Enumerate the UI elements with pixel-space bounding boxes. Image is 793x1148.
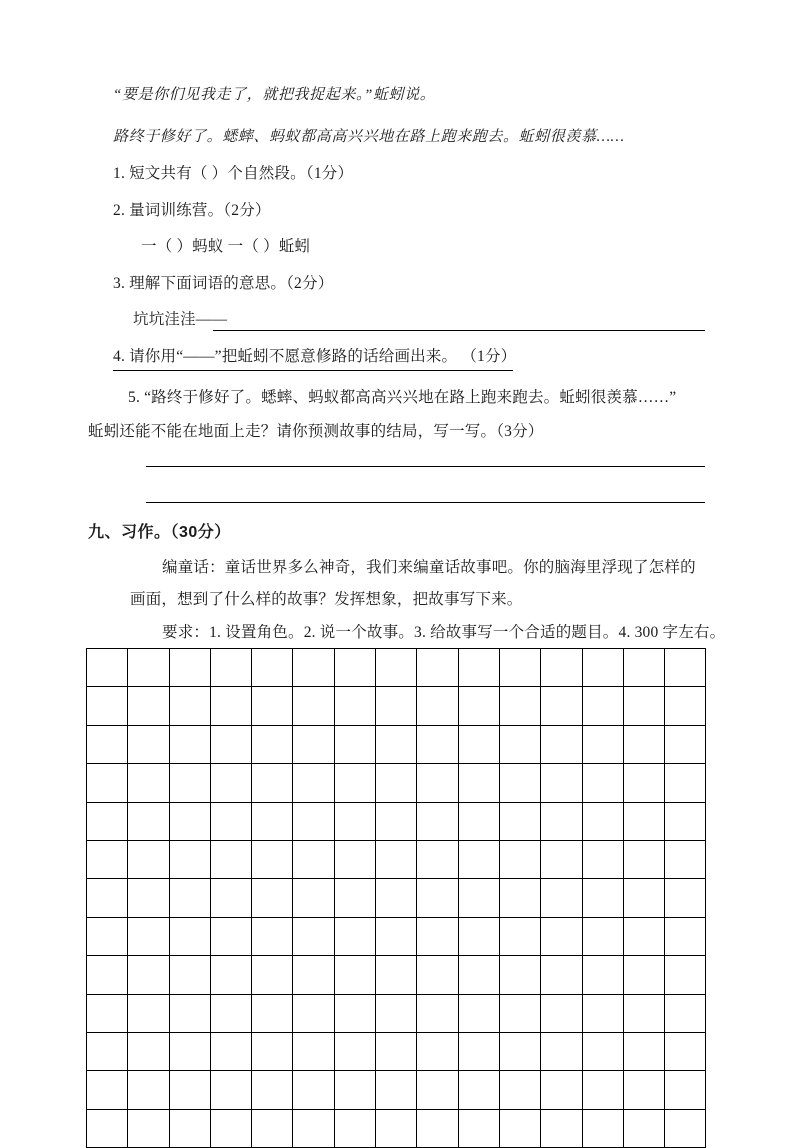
writing-grid-cell[interactable] (87, 918, 128, 956)
writing-grid-cell[interactable] (541, 879, 582, 917)
writing-grid-cell[interactable] (500, 918, 541, 956)
writing-grid-cell[interactable] (293, 649, 334, 687)
writing-grid-cell[interactable] (128, 1033, 169, 1071)
writing-grid-cell[interactable] (128, 879, 169, 917)
writing-grid-cell[interactable] (293, 687, 334, 725)
writing-grid-cell[interactable] (170, 726, 211, 764)
writing-grid-cell[interactable] (624, 726, 665, 764)
writing-grid-cell[interactable] (417, 764, 458, 802)
writing-grid-cell[interactable] (583, 956, 624, 994)
writing-grid-cell[interactable] (459, 726, 500, 764)
writing-grid-cell[interactable] (252, 803, 293, 841)
writing-grid-cell[interactable] (252, 879, 293, 917)
writing-grid-cell[interactable] (170, 841, 211, 879)
writing-grid-cell[interactable] (417, 1110, 458, 1148)
composition-prompt-line-2: 画面，想到了什么样的故事？发挥想象，把故事写下来。 (130, 591, 523, 608)
writing-grid-cell[interactable] (459, 841, 500, 879)
writing-grid-cell[interactable] (376, 726, 417, 764)
writing-grid-cell[interactable] (665, 687, 706, 725)
writing-grid-cell[interactable] (376, 1071, 417, 1109)
writing-grid-cell[interactable] (417, 918, 458, 956)
writing-grid-cell[interactable] (583, 764, 624, 802)
writing-grid-cell[interactable] (293, 1071, 334, 1109)
writing-grid-cell[interactable] (211, 1071, 252, 1109)
writing-grid-cell[interactable] (500, 764, 541, 802)
question-4-underline (113, 370, 513, 371)
writing-grid-cell[interactable] (624, 918, 665, 956)
writing-grid-cell[interactable] (128, 841, 169, 879)
writing-grid-cell[interactable] (459, 1071, 500, 1109)
writing-grid-cell[interactable] (87, 1033, 128, 1071)
writing-grid-cell[interactable] (541, 841, 582, 879)
writing-grid-cell[interactable] (417, 995, 458, 1033)
writing-grid-cell[interactable] (624, 1071, 665, 1109)
writing-grid-row (87, 918, 706, 956)
writing-grid-cell[interactable] (417, 841, 458, 879)
writing-grid-cell[interactable] (335, 726, 376, 764)
writing-grid-cell[interactable] (293, 1033, 334, 1071)
writing-grid-cell[interactable] (665, 956, 706, 994)
writing-grid-cell[interactable] (87, 1110, 128, 1148)
writing-grid-row (87, 879, 706, 917)
writing-grid-row (87, 1110, 706, 1148)
writing-grid-cell[interactable] (335, 687, 376, 725)
writing-grid-cell[interactable] (541, 726, 582, 764)
writing-grid-cell[interactable] (500, 726, 541, 764)
writing-grid-cell[interactable] (624, 841, 665, 879)
writing-grid-cell[interactable] (500, 803, 541, 841)
writing-grid-cell[interactable] (376, 841, 417, 879)
writing-grid-cell[interactable] (252, 1033, 293, 1071)
writing-grid-cell[interactable] (335, 1033, 376, 1071)
writing-grid-cell[interactable] (128, 803, 169, 841)
writing-grid-cell[interactable] (459, 687, 500, 725)
writing-grid-cell[interactable] (335, 956, 376, 994)
writing-grid-cell[interactable] (665, 1071, 706, 1109)
writing-grid-cell[interactable] (170, 918, 211, 956)
writing-grid-cell[interactable] (500, 995, 541, 1033)
question-5-answer-rule-1[interactable] (146, 466, 705, 467)
writing-grid-cell[interactable] (624, 995, 665, 1033)
writing-grid-cell[interactable] (335, 764, 376, 802)
writing-grid-cell[interactable] (128, 726, 169, 764)
writing-grid-row (87, 726, 706, 764)
writing-grid-cell[interactable] (417, 726, 458, 764)
writing-grid-cell[interactable] (541, 956, 582, 994)
writing-grid-cell[interactable] (500, 1033, 541, 1071)
writing-grid-cell[interactable] (583, 1033, 624, 1071)
writing-grid-cell[interactable] (417, 1071, 458, 1109)
writing-grid-cell[interactable] (252, 649, 293, 687)
question-3: 3. 理解下面词语的意思。（2分） (113, 275, 334, 292)
question-2: 2. 量词训练营。（2分） (113, 202, 271, 219)
question-1: 1. 短文共有（ ）个自然段。（1分） (113, 165, 354, 182)
writing-grid-cell[interactable] (624, 1110, 665, 1148)
writing-grid-cell[interactable] (87, 803, 128, 841)
writing-grid-cell[interactable] (293, 841, 334, 879)
writing-grid-cell[interactable] (665, 1110, 706, 1148)
writing-grid-cell[interactable] (500, 687, 541, 725)
writing-grid-cell[interactable] (583, 1071, 624, 1109)
writing-grid-cell[interactable] (417, 1033, 458, 1071)
writing-grid-cell[interactable] (293, 918, 334, 956)
writing-grid-cell[interactable] (376, 956, 417, 994)
writing-grid-cell[interactable] (335, 649, 376, 687)
writing-grid-cell[interactable] (583, 995, 624, 1033)
writing-grid-row (87, 803, 706, 841)
writing-grid-cell[interactable] (170, 1071, 211, 1109)
writing-grid-cell[interactable] (583, 726, 624, 764)
writing-grid-cell[interactable] (417, 879, 458, 917)
writing-grid-cell[interactable] (541, 1071, 582, 1109)
writing-grid-cell[interactable] (252, 841, 293, 879)
writing-grid-cell[interactable] (376, 803, 417, 841)
writing-grid-cell[interactable] (665, 879, 706, 917)
writing-grid-cell[interactable] (624, 764, 665, 802)
writing-grid-cell[interactable] (665, 918, 706, 956)
writing-grid-cell[interactable] (128, 995, 169, 1033)
writing-grid-cell[interactable] (665, 841, 706, 879)
writing-grid-cell[interactable] (665, 649, 706, 687)
writing-grid-cell[interactable] (459, 1110, 500, 1148)
writing-grid-cell[interactable] (583, 649, 624, 687)
writing-grid-cell[interactable] (170, 764, 211, 802)
writing-grid-cell[interactable] (87, 726, 128, 764)
writing-grid-cell[interactable] (252, 726, 293, 764)
writing-grid-cell[interactable] (665, 764, 706, 802)
writing-grid-cell[interactable] (87, 687, 128, 725)
writing-grid-cell[interactable] (417, 649, 458, 687)
writing-grid-cell[interactable] (211, 649, 252, 687)
writing-grid-row (87, 995, 706, 1033)
writing-grid-cell[interactable] (87, 956, 128, 994)
writing-grid-cell[interactable] (211, 1033, 252, 1071)
writing-grid-cell[interactable] (293, 956, 334, 994)
writing-grid-cell[interactable] (335, 995, 376, 1033)
writing-grid-cell[interactable] (211, 918, 252, 956)
writing-grid-cell[interactable] (252, 687, 293, 725)
writing-grid-cell[interactable] (128, 956, 169, 994)
composition-writing-grid[interactable] (86, 648, 706, 1148)
writing-grid-cell[interactable] (459, 764, 500, 802)
writing-grid-cell[interactable] (211, 995, 252, 1033)
writing-grid-cell[interactable] (583, 879, 624, 917)
writing-grid-cell[interactable] (211, 687, 252, 725)
writing-grid-cell[interactable] (500, 1110, 541, 1148)
writing-grid-cell[interactable] (128, 1071, 169, 1109)
composition-section-heading: 九、习作。（30分） (88, 524, 231, 541)
writing-grid-cell[interactable] (293, 764, 334, 802)
writing-grid-row (87, 841, 706, 879)
writing-grid-cell[interactable] (87, 1071, 128, 1109)
writing-grid-cell[interactable] (541, 764, 582, 802)
writing-grid-cell[interactable] (376, 687, 417, 725)
writing-grid-cell[interactable] (583, 918, 624, 956)
question-5-line-1: 5. “路终于修好了。蟋蟀、蚂蚁都高高兴兴地在路上跑来跑去。蚯蚓很羡慕……” (128, 389, 677, 406)
writing-grid-cell[interactable] (376, 995, 417, 1033)
writing-grid-cell[interactable] (541, 1110, 582, 1148)
writing-grid-cell[interactable] (459, 649, 500, 687)
writing-grid-cell[interactable] (170, 995, 211, 1033)
writing-grid-cell[interactable] (128, 649, 169, 687)
writing-grid-cell[interactable] (500, 879, 541, 917)
composition-requirements: 要求：1. 设置角色。2. 说一个故事。3. 给故事写一个合适的题目。4. 300 字左右。 (162, 624, 726, 641)
writing-grid-cell[interactable] (541, 803, 582, 841)
writing-grid-cell[interactable] (335, 841, 376, 879)
writing-grid-cell[interactable] (335, 803, 376, 841)
writing-grid-cell[interactable] (170, 687, 211, 725)
writing-grid-cell[interactable] (128, 764, 169, 802)
writing-grid-cell[interactable] (583, 841, 624, 879)
writing-grid-cell[interactable] (87, 841, 128, 879)
writing-grid-cell[interactable] (252, 995, 293, 1033)
writing-grid-cell[interactable] (293, 879, 334, 917)
writing-grid-cell[interactable] (87, 879, 128, 917)
writing-grid-cell[interactable] (128, 687, 169, 725)
writing-grid-cell[interactable] (211, 726, 252, 764)
writing-grid-cell[interactable] (211, 841, 252, 879)
writing-grid-cell[interactable] (293, 995, 334, 1033)
writing-grid-cell[interactable] (211, 956, 252, 994)
question-3-answer-rule[interactable] (213, 330, 705, 331)
passage-line-2: 路终于修好了。蟋蟀、蚂蚁都高高兴兴地在路上跑来跑去。蚯蚓很羡慕…… (113, 129, 625, 145)
writing-grid-cell[interactable] (211, 1110, 252, 1148)
writing-grid-row (87, 956, 706, 994)
writing-grid-cell[interactable] (170, 1110, 211, 1148)
writing-grid-cell[interactable] (376, 1033, 417, 1071)
writing-grid-cell[interactable] (128, 918, 169, 956)
writing-grid-cell[interactable] (541, 1033, 582, 1071)
writing-grid-cell[interactable] (459, 803, 500, 841)
writing-grid-cell[interactable] (459, 995, 500, 1033)
writing-grid-cell[interactable] (170, 803, 211, 841)
writing-grid-cell[interactable] (624, 879, 665, 917)
writing-grid-cell[interactable] (624, 956, 665, 994)
question-2-blanks: 一（ ）蚂蚁 一（ ）蚯蚓 (141, 238, 311, 255)
writing-grid-cell[interactable] (459, 1033, 500, 1071)
writing-grid-cell[interactable] (583, 687, 624, 725)
writing-grid-cell[interactable] (417, 803, 458, 841)
question-4: 4. 请你用“——”把蚯蚓不愿意修路的话给画出来。 （1分） (113, 348, 517, 365)
writing-grid-cell[interactable] (376, 649, 417, 687)
writing-grid-cell[interactable] (459, 956, 500, 994)
writing-grid-cell[interactable] (335, 918, 376, 956)
writing-grid-cell[interactable] (170, 956, 211, 994)
writing-grid-cell[interactable] (170, 1033, 211, 1071)
writing-grid-cell[interactable] (665, 803, 706, 841)
writing-grid-cell[interactable] (624, 687, 665, 725)
writing-grid-cell[interactable] (459, 879, 500, 917)
writing-grid-cell[interactable] (293, 803, 334, 841)
writing-grid-cell[interactable] (87, 764, 128, 802)
writing-grid-cell[interactable] (624, 649, 665, 687)
writing-grid-cell[interactable] (87, 649, 128, 687)
passage-line-1: “要是你们见我走了，就把我捉起来。”蚯蚓说。 (113, 87, 436, 103)
question-5-line-2: 蚯蚓还能不能在地面上走？请你预测故事的结局，写一写。（3分） (88, 423, 544, 440)
writing-grid-row (87, 687, 706, 725)
writing-grid-cell[interactable] (500, 841, 541, 879)
writing-grid-cell[interactable] (376, 879, 417, 917)
writing-grid-cell[interactable] (417, 687, 458, 725)
writing-grid-cell[interactable] (252, 1071, 293, 1109)
writing-grid-cell[interactable] (128, 1110, 169, 1148)
writing-grid-cell[interactable] (417, 956, 458, 994)
writing-grid-cell[interactable] (665, 726, 706, 764)
writing-grid-cell[interactable] (170, 879, 211, 917)
writing-grid-cell[interactable] (335, 1071, 376, 1109)
writing-grid-cell[interactable] (211, 879, 252, 917)
writing-grid-row (87, 649, 706, 687)
writing-grid-cell[interactable] (252, 956, 293, 994)
writing-grid-cell[interactable] (583, 803, 624, 841)
writing-grid-cell[interactable] (211, 803, 252, 841)
writing-grid-cell[interactable] (541, 687, 582, 725)
question-3-term: 坑坑洼洼—— (133, 311, 228, 328)
writing-grid-cell[interactable] (293, 1110, 334, 1148)
writing-grid-cell[interactable] (252, 764, 293, 802)
writing-grid-cell[interactable] (500, 649, 541, 687)
writing-grid-row (87, 764, 706, 802)
writing-grid-cell[interactable] (624, 803, 665, 841)
writing-grid-cell[interactable] (624, 1033, 665, 1071)
writing-grid-cell[interactable] (665, 1033, 706, 1071)
writing-grid-cell[interactable] (541, 995, 582, 1033)
writing-grid-cell[interactable] (665, 995, 706, 1033)
writing-grid-cell[interactable] (376, 1110, 417, 1148)
writing-grid-cell[interactable] (459, 918, 500, 956)
question-5-answer-rule-2[interactable] (146, 502, 705, 503)
writing-grid-cell[interactable] (500, 956, 541, 994)
composition-prompt-line-1: 编童话：童话世界多么神奇，我们来编童话故事吧。你的脑海里浮现了怎样的 (162, 559, 696, 576)
writing-grid-cell[interactable] (335, 879, 376, 917)
writing-grid-cell[interactable] (252, 1110, 293, 1148)
writing-grid-cell[interactable] (541, 918, 582, 956)
writing-grid-cell[interactable] (335, 1110, 376, 1148)
writing-grid-cell[interactable] (211, 764, 252, 802)
writing-grid-cell[interactable] (376, 918, 417, 956)
writing-grid-cell[interactable] (376, 764, 417, 802)
writing-grid-cell[interactable] (252, 918, 293, 956)
writing-grid-cell[interactable] (541, 649, 582, 687)
writing-grid-cell[interactable] (583, 1110, 624, 1148)
writing-grid-cell[interactable] (293, 726, 334, 764)
writing-grid-cell[interactable] (87, 995, 128, 1033)
writing-grid-cell[interactable] (500, 1071, 541, 1109)
writing-grid-row (87, 1033, 706, 1071)
writing-grid-row (87, 1071, 706, 1109)
writing-grid-cell[interactable] (170, 649, 211, 687)
